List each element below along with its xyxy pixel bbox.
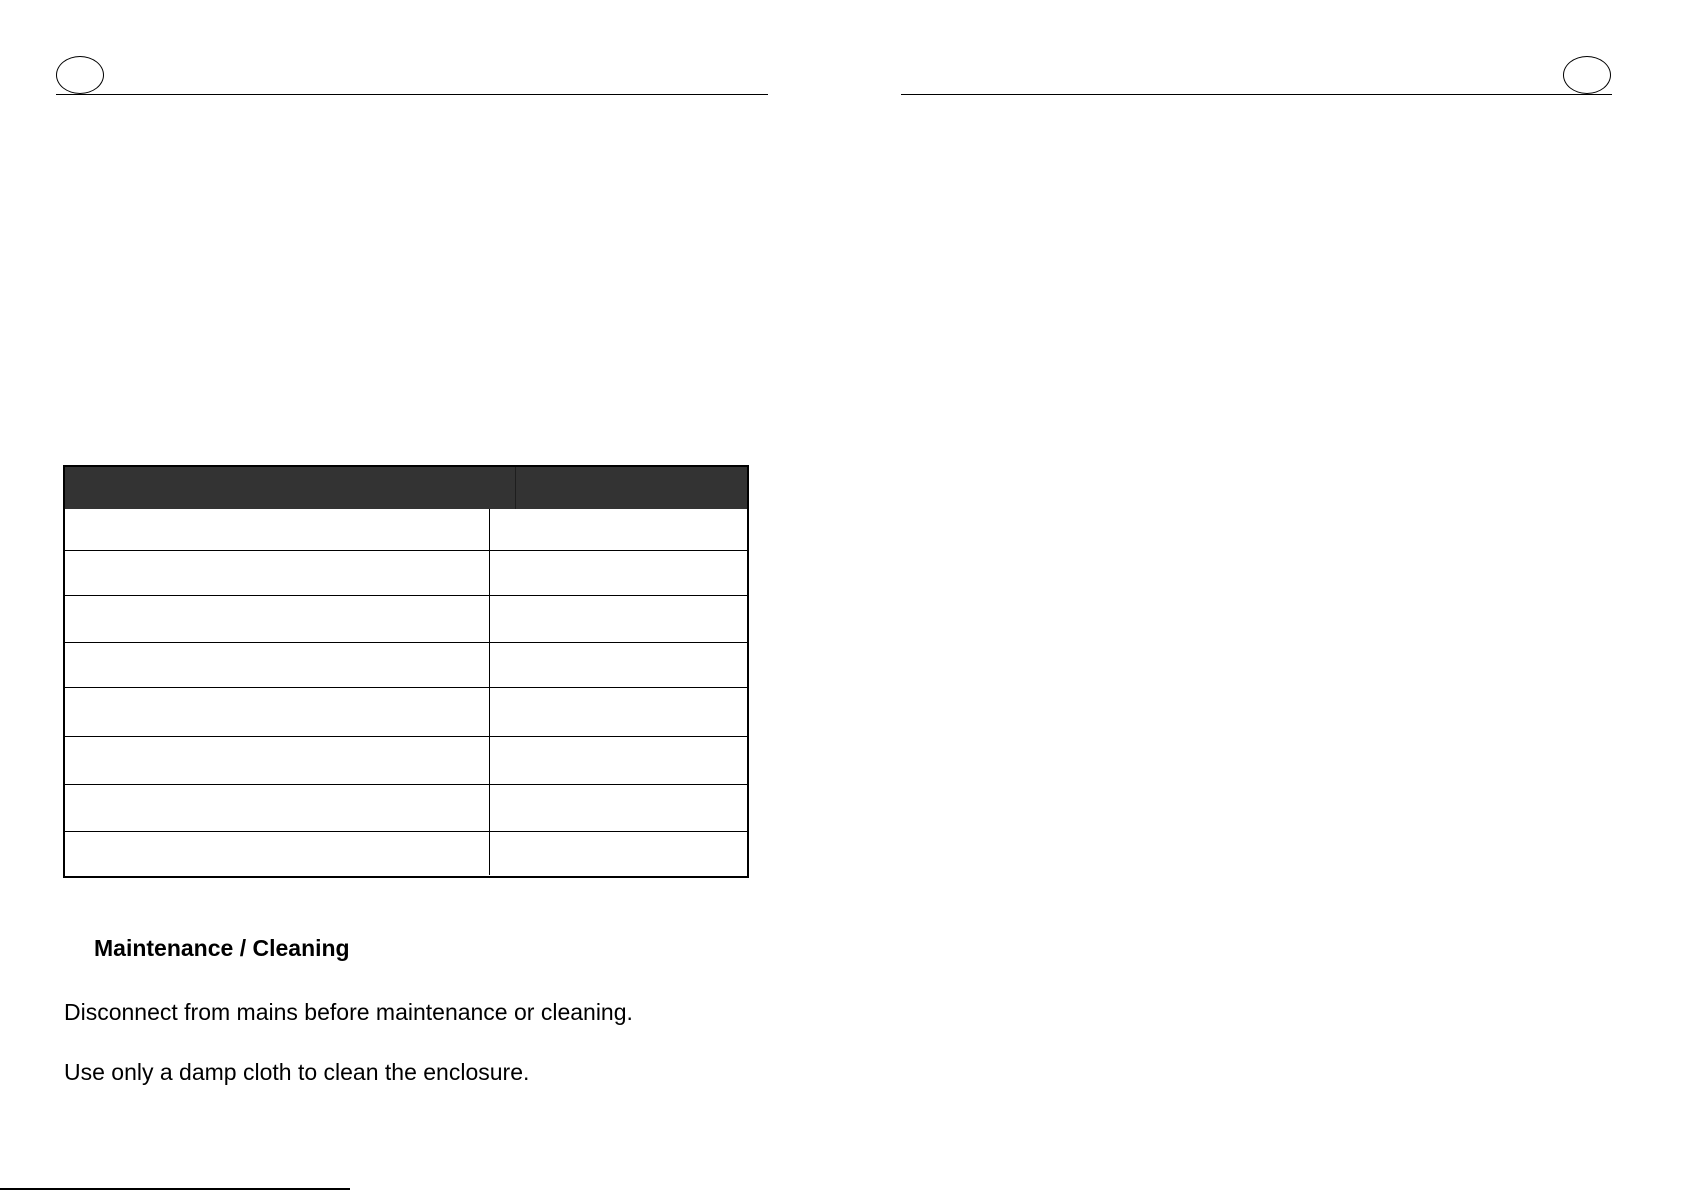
page-number-badge-left [56,56,104,94]
spec-table-header [65,467,747,509]
spec-cell-value [489,509,747,550]
table-row [65,509,747,551]
maintenance-paragraph: Use only a damp cloth to clean the enclosure. [64,1059,530,1085]
maintenance-paragraph: Disconnect from mains before maintenance or cleaning. [64,999,633,1025]
spec-cell-value [489,688,747,736]
table-row [65,596,747,643]
spec-cell-label [65,551,489,595]
spec-cell-value [489,643,747,687]
table-row [65,785,747,832]
spec-cell-value [489,737,747,784]
spec-cell-value [489,832,747,875]
spec-cell-label [65,785,489,831]
spec-cell-label [65,643,489,687]
spec-cell-value [489,785,747,831]
spec-cell-value [489,551,747,595]
spec-header-divider [515,467,516,509]
table-row [65,688,747,737]
footer-rule [0,1188,350,1190]
table-row [65,643,747,688]
maintenance-heading: Maintenance / Cleaning [94,935,350,961]
spec-cell-label [65,832,489,875]
table-row [65,551,747,596]
spec-cell-label [65,509,489,550]
header-rule-left [56,94,768,95]
spec-cell-label [65,737,489,784]
spec-cell-value [489,596,747,642]
page-number-badge-right [1563,56,1611,94]
spec-cell-label [65,596,489,642]
spec-cell-label [65,688,489,736]
header-rule-right [901,94,1612,95]
spec-table [63,465,749,878]
table-row [65,832,747,875]
table-row [65,737,747,785]
